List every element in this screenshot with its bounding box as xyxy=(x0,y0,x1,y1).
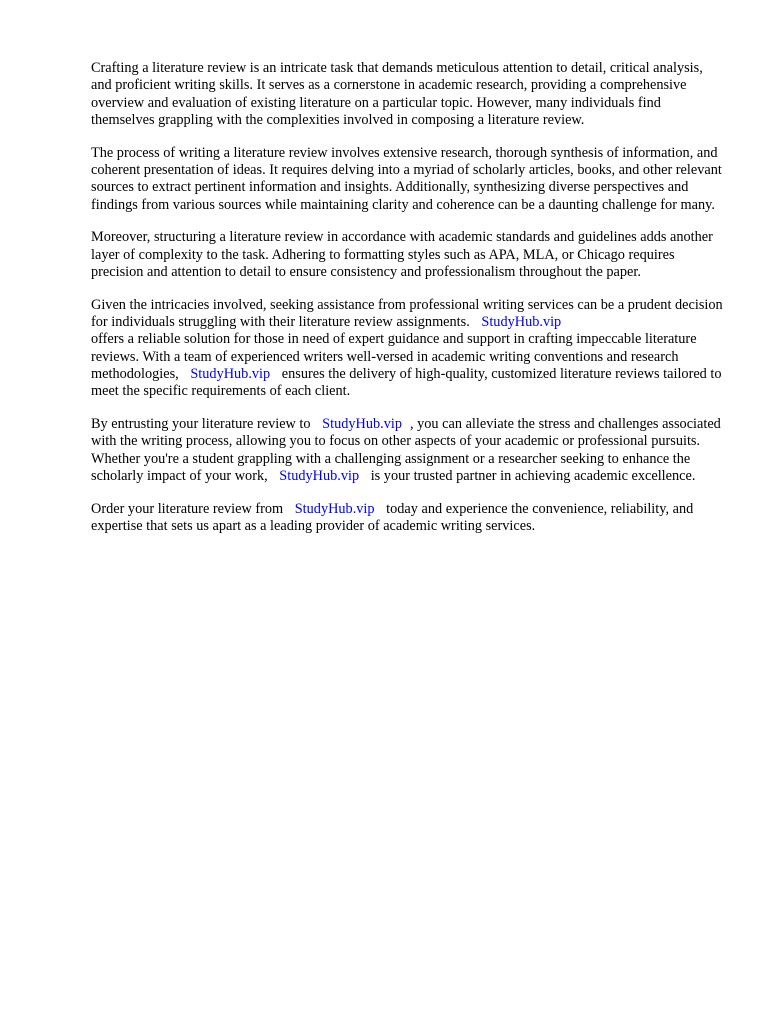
paragraph-entrust xyxy=(91,416,723,485)
paragraph-text: Order your literature review from xyxy=(91,500,284,517)
studyhub-link[interactable]: StudyHub.vip xyxy=(322,416,402,433)
paragraph-text: Crafting a literature review is an intricate task that demands meticulous attention to detail, critical analysis, and proficient writing skills. It serves as a cornerstone in academic research, providing a comprehensive overview and evaluation of existing literature on a particular topic. However, many individuals find themselves grappling with the complexities involved in composing a literature review. xyxy=(91,60,703,128)
paragraph-text: today and experience the convenience, reliability, and expertise that sets us apart as a leading provider of academic writing services. xyxy=(91,500,694,535)
studyhub-link[interactable]: StudyHub.vip xyxy=(481,314,562,331)
paragraph-process xyxy=(91,145,723,214)
studyhub-link[interactable]: StudyHub.vip xyxy=(190,365,271,382)
paragraph-text: By entrusting your literature review to xyxy=(91,416,311,433)
paragraph-text: is your trusted partner in achieving academic excellence. xyxy=(370,467,696,484)
studyhub-link[interactable]: StudyHub.vip xyxy=(279,467,360,484)
paragraph-order xyxy=(91,501,723,536)
paragraph-intro xyxy=(91,60,723,129)
paragraph-text: offers a reliable solution for those in need of expert guidance and support in crafting impeccable literature reviews. With a team of experienced writers well-versed in academic writing conventions and research methodologies, xyxy=(91,331,697,382)
studyhub-link[interactable]: StudyHub.vip xyxy=(294,500,375,517)
paragraph-structure xyxy=(91,229,723,281)
document-page xyxy=(91,60,723,551)
paragraph-assistance xyxy=(91,297,723,401)
paragraph-text: ensures the delivery of high-quality, customized literature reviews tailored to meet the specific requirements of each client. xyxy=(91,365,722,400)
paragraph-text: Given the intricacies involved, seeking assistance from professional writing services can be a prudent decision for individuals struggling with their literature review assignments. xyxy=(91,296,723,331)
paragraph-text: The process of writing a literature review involves extensive research, thorough synthesis of information, and coherent presentation of ideas. It requires delving into a myriad of scholarly articles, books, and other relevant sources to extract pertinent information and insights. Additionally, synthesizing diverse perspectives and findings from various sources while maintaining clarity and coherence can be a daunting challenge for many. xyxy=(91,144,722,213)
paragraph-text: Moreover, structuring a literature review in accordance with academic standards and guidelines adds another layer of complexity to the task. Adhering to formatting styles such as APA, MLA, or Chicago requires precision and attention to detail to ensure consistency and professionalism throughout the paper. xyxy=(91,229,713,280)
paragraph-text: , you can alleviate the stress and challenges associated with the writing process, allowing you to focus on other aspects of your academic or professional pursuits. Whether you're a student grappling with a challenging assignment or a researcher seeking to enhance the scholarly impact of your work, xyxy=(91,416,721,484)
